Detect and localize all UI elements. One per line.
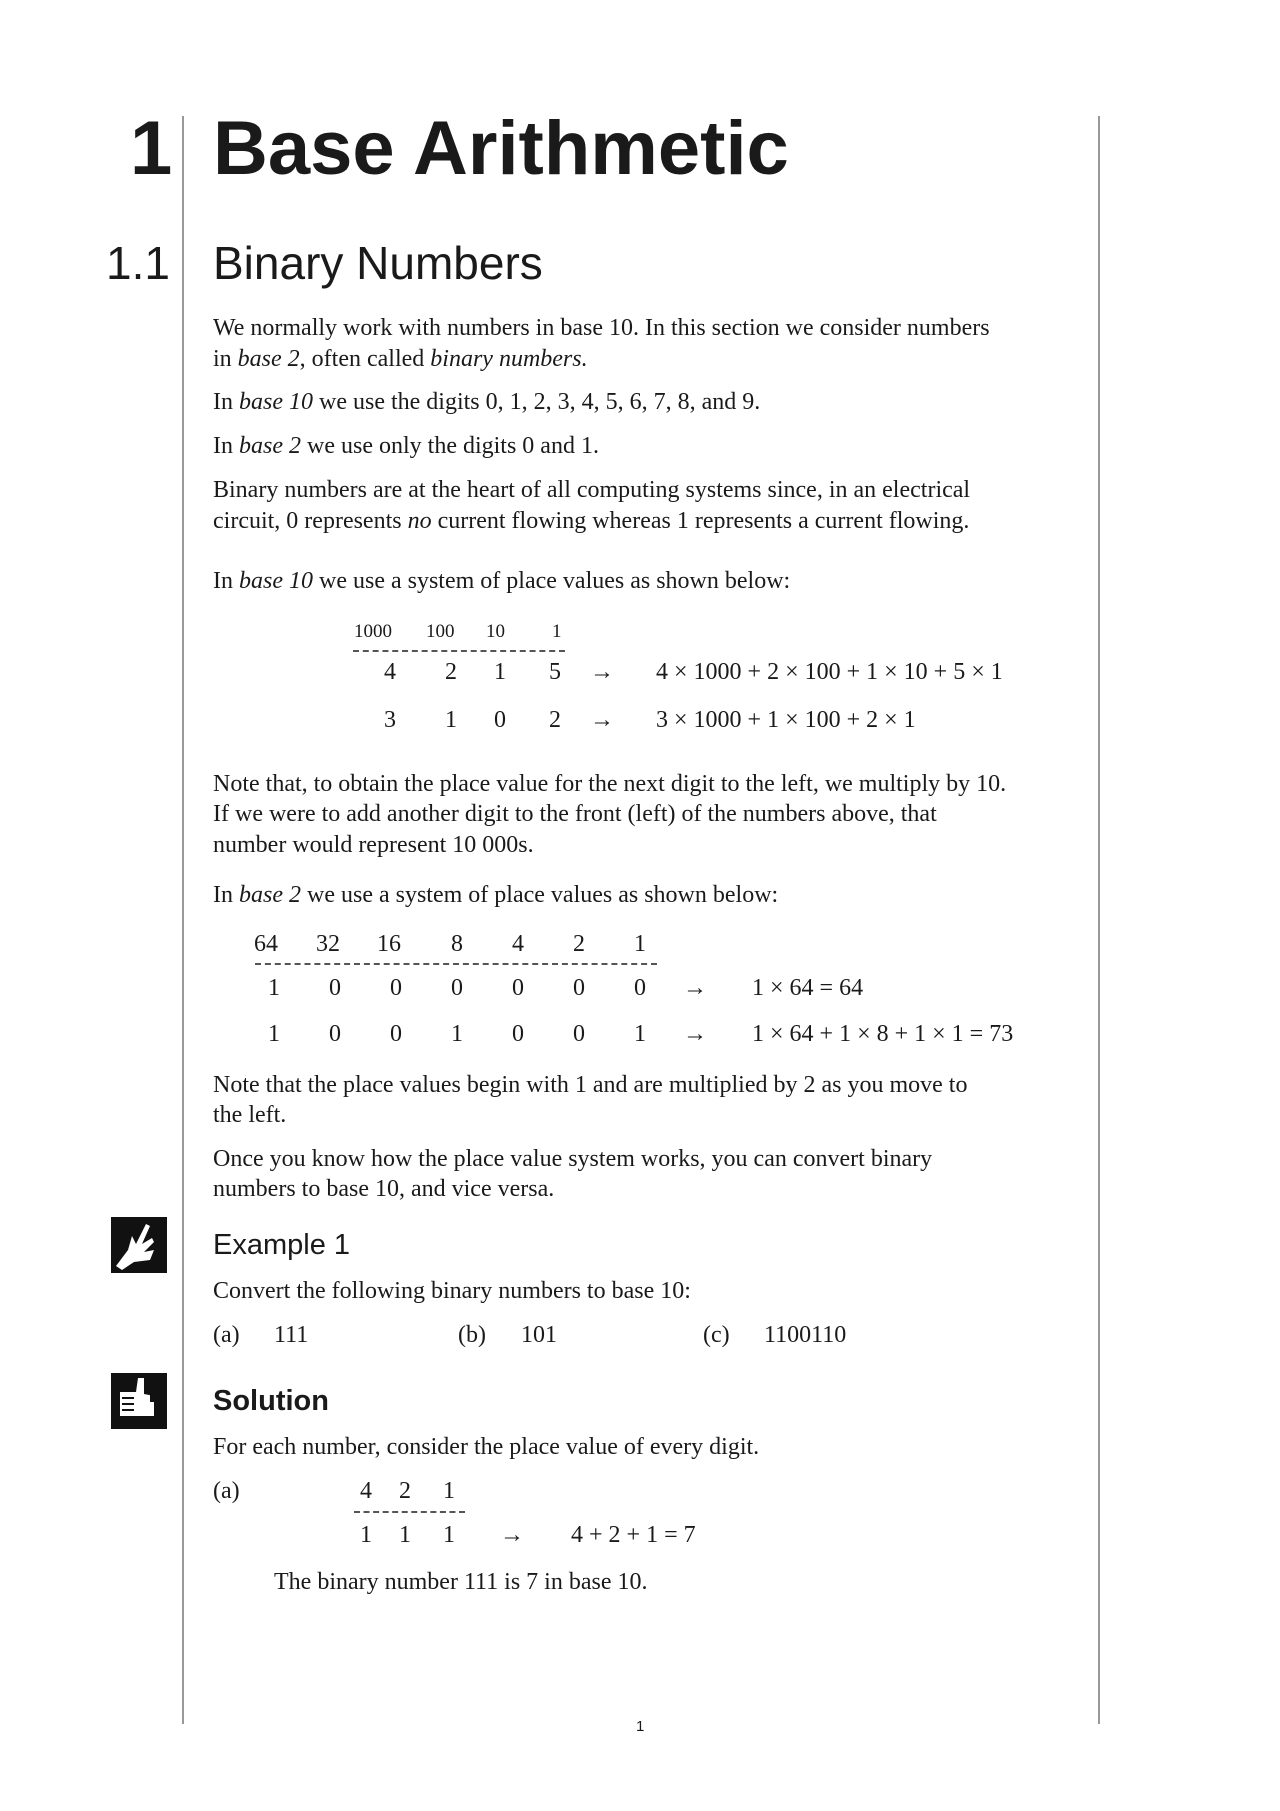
paragraph-line bbox=[213, 344, 588, 374]
text: we use a system of place values as shown below: bbox=[301, 882, 779, 908]
expansion: 3 × 1000 + 1 × 100 + 2 × 1 bbox=[656, 707, 916, 733]
place-value-header: 4 bbox=[360, 1478, 372, 1504]
digit: 1 bbox=[268, 975, 280, 1001]
text: In bbox=[213, 433, 239, 459]
expansion: 1 × 64 + 1 × 8 + 1 × 1 = 73 bbox=[752, 1021, 1014, 1047]
term: binary numbers. bbox=[430, 346, 588, 372]
text: in bbox=[213, 346, 238, 372]
place-value-header: 16 bbox=[377, 931, 401, 957]
expansion: 4 × 1000 + 2 × 100 + 1 × 10 + 5 × 1 bbox=[656, 659, 1003, 685]
term: base 2 bbox=[237, 346, 300, 372]
text: we use a system of place values as shown below: bbox=[313, 568, 791, 594]
place-value-header: 10 bbox=[486, 621, 505, 642]
term: no bbox=[407, 508, 432, 534]
paragraph-line bbox=[213, 880, 778, 910]
part-value: 101 bbox=[521, 1322, 557, 1348]
place-value-header: 1 bbox=[634, 931, 646, 957]
term: base 10 bbox=[239, 568, 313, 594]
paragraph-line: Note that the place values begin with 1 and are multiplied by 2 as you move to bbox=[213, 1072, 968, 1098]
digit: 0 bbox=[573, 1021, 585, 1047]
digit: 0 bbox=[329, 1021, 341, 1047]
digit: 0 bbox=[512, 1021, 524, 1047]
digit: 0 bbox=[390, 1021, 402, 1047]
solution-conclusion: The binary number 111 is 7 in base 10. bbox=[274, 1569, 648, 1595]
place-value-header: 32 bbox=[316, 931, 340, 957]
text: circuit, 0 represents bbox=[213, 508, 408, 534]
section-title: Binary Numbers bbox=[213, 237, 543, 289]
arrow: → bbox=[590, 707, 614, 733]
part-value: 111 bbox=[274, 1322, 309, 1348]
arrow: → bbox=[683, 1021, 707, 1047]
text: , often called bbox=[299, 346, 431, 372]
section-number: 1.1 bbox=[106, 237, 170, 289]
digit: 3 bbox=[384, 707, 396, 733]
paragraph-line: numbers to base 10, and vice versa. bbox=[213, 1176, 555, 1202]
place-value-header: 1 bbox=[552, 621, 562, 642]
paragraph-line: number would represent 10 000s. bbox=[213, 832, 534, 858]
dashed-divider bbox=[354, 1511, 465, 1513]
place-value-header: 2 bbox=[399, 1478, 411, 1504]
digit: 1 bbox=[443, 1522, 455, 1548]
text: In bbox=[213, 389, 239, 415]
digit: 1 bbox=[360, 1522, 372, 1548]
digit: 4 bbox=[384, 659, 396, 685]
pointing-hand-icon bbox=[110, 1216, 168, 1274]
digit: 0 bbox=[451, 975, 463, 1001]
part-label: (a) bbox=[213, 1322, 240, 1348]
arrow: → bbox=[590, 659, 614, 685]
paragraph-line bbox=[213, 506, 969, 536]
text: we use only the digits 0 and 1. bbox=[301, 433, 599, 459]
chapter-title: Base Arithmetic bbox=[213, 106, 789, 191]
paragraph-line: We normally work with numbers in base 10. In this section we consider numbers bbox=[213, 315, 990, 341]
digit: 1 bbox=[399, 1522, 411, 1548]
place-value-header: 4 bbox=[512, 931, 524, 957]
solution-title: Solution bbox=[213, 1385, 329, 1417]
dashed-divider bbox=[353, 650, 565, 652]
digit: 1 bbox=[268, 1021, 280, 1047]
arrow: → bbox=[683, 975, 707, 1001]
paragraph-line: the left. bbox=[213, 1102, 287, 1128]
digit: 1 bbox=[634, 1021, 646, 1047]
chapter-number: 1 bbox=[130, 106, 173, 191]
place-value-header: 100 bbox=[426, 621, 455, 642]
thumbs-up-icon bbox=[110, 1372, 168, 1430]
term: base 10 bbox=[239, 389, 313, 415]
expansion: 4 + 2 + 1 = 7 bbox=[571, 1522, 696, 1548]
digit: 2 bbox=[445, 659, 457, 685]
place-value-header: 8 bbox=[451, 931, 463, 957]
page-number: 1 bbox=[636, 1718, 645, 1735]
part-label: (a) bbox=[213, 1478, 240, 1504]
text: current flowing whereas 1 represents a current flowing. bbox=[431, 508, 970, 534]
term: base 2 bbox=[239, 433, 301, 459]
example-title: Example 1 bbox=[213, 1229, 351, 1261]
digit: 0 bbox=[573, 975, 585, 1001]
paragraph-line: Note that, to obtain the place value for the next digit to the left, we multiply by 10. bbox=[213, 771, 1007, 797]
digit: 1 bbox=[494, 659, 506, 685]
arrow: → bbox=[500, 1522, 524, 1548]
expansion: 1 × 64 = 64 bbox=[752, 975, 864, 1001]
left-margin-rule bbox=[182, 116, 184, 1724]
solution-intro: For each number, consider the place value of every digit. bbox=[213, 1434, 760, 1460]
digit: 0 bbox=[390, 975, 402, 1001]
digit: 0 bbox=[512, 975, 524, 1001]
text: we use the digits 0, 1, 2, 3, 4, 5, 6, 7, 8, and 9. bbox=[313, 389, 761, 415]
digit: 5 bbox=[549, 659, 561, 685]
example-prompt: Convert the following binary numbers to base 10: bbox=[213, 1278, 691, 1304]
digit: 2 bbox=[549, 707, 561, 733]
place-value-header: 2 bbox=[573, 931, 585, 957]
right-margin-rule bbox=[1098, 116, 1100, 1724]
text: In bbox=[213, 568, 239, 594]
digit: 1 bbox=[451, 1021, 463, 1047]
paragraph-line: Binary numbers are at the heart of all computing systems since, in an electrical bbox=[213, 477, 971, 503]
paragraph-line bbox=[213, 387, 760, 417]
place-value-header: 1 bbox=[443, 1478, 455, 1504]
paragraph-line bbox=[213, 566, 790, 596]
dashed-divider bbox=[255, 963, 657, 965]
digit: 0 bbox=[634, 975, 646, 1001]
place-value-header: 64 bbox=[254, 931, 278, 957]
digit: 0 bbox=[329, 975, 341, 1001]
part-label: (c) bbox=[703, 1322, 730, 1348]
part-value: 1100110 bbox=[764, 1322, 847, 1348]
text: In bbox=[213, 882, 239, 908]
digit: 0 bbox=[494, 707, 506, 733]
paragraph-line: Once you know how the place value system works, you can convert binary bbox=[213, 1146, 933, 1172]
digit: 1 bbox=[445, 707, 457, 733]
term: base 2 bbox=[239, 882, 301, 908]
place-value-header: 1000 bbox=[354, 621, 392, 642]
paragraph-line: If we were to add another digit to the front (left) of the numbers above, that bbox=[213, 801, 937, 827]
part-label: (b) bbox=[458, 1322, 486, 1348]
paragraph-line bbox=[213, 431, 599, 461]
